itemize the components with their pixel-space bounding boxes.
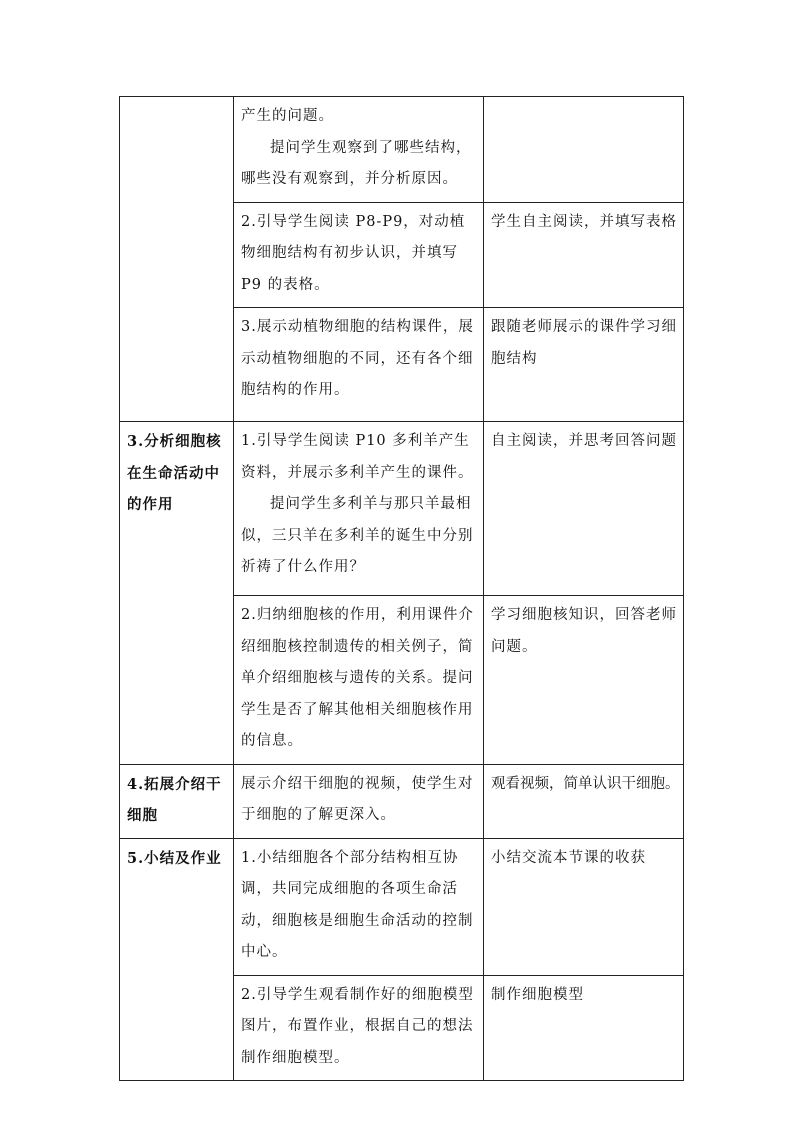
table-row (120, 97, 684, 203)
student-activity-cell: 跟随老师展示的课件学习细胞结构 (484, 308, 684, 422)
teacher-activity-cell (234, 422, 484, 596)
teacher-activity-text: 2.引导学生观看制作好的细胞模型图片，布置作业，根据自己的想法制作细胞模型。 (241, 986, 474, 1066)
teacher-activity-text: 1.小结细胞各个部分结构相互协调，共同完成细胞的各项生命活动，细胞核是细胞生命活动的控制中心。 (241, 849, 474, 960)
table-row (120, 764, 684, 838)
teacher-activity-cell (234, 97, 484, 203)
table-row (120, 422, 684, 596)
teacher-activity-text: 产生的问题。 (241, 108, 334, 124)
teacher-activity-text: 展示介绍干细胞的视频，使学生对于细胞的了解更深入。 (241, 775, 474, 823)
student-activity-cell: 小结交流本节课的收获 (484, 838, 684, 975)
student-activity-cell: 自主阅读，并思考回答问题 (484, 422, 684, 596)
student-activity-cell: 学习细胞核知识，回答老师问题。 (484, 596, 684, 765)
teacher-activity-cell (234, 838, 484, 975)
teacher-activity-text: 3.展示动植物细胞的结构课件，展示动植物细胞的不同，还有各个细胞结构的作用。 (241, 319, 474, 398)
teacher-activity-cell (234, 975, 484, 1081)
student-activity-cell (484, 97, 684, 203)
stage-cell: 5.小结及作业 (120, 838, 234, 1081)
teacher-activity-text: 提问学生观察到了哪些结构，哪些没有观察到，并分析原因。 (241, 139, 472, 187)
teacher-activity-cell (234, 308, 484, 422)
stage-cell: 4.拓展介绍干细胞 (120, 764, 234, 838)
student-activity-cell: 学生自主阅读，并填写表格 (484, 202, 684, 308)
table-row (120, 838, 684, 975)
teacher-activity-cell (234, 764, 484, 838)
teacher-activity-text: 2.引导学生阅读 P8-P9，对动植物细胞结构有初步认识，并填写 P9 的表格。 (241, 213, 466, 293)
student-activity-cell: 观看视频，简单认识干细胞。 (484, 764, 684, 838)
student-activity-cell: 制作细胞模型 (484, 975, 684, 1081)
teacher-activity-text: 1.引导学生阅读 P10 多利羊产生资料，并展示多利羊产生的课件。 (241, 433, 474, 481)
lesson-plan-table (119, 96, 684, 1081)
teacher-activity-text: 提问学生多利羊与那只羊最相似，三只羊在多利羊的诞生中分别祈祷了什么作用？ (241, 496, 474, 575)
teacher-activity-cell (234, 202, 484, 308)
stage-cell: 3.分析细胞核在生命活动中的作用 (120, 422, 234, 765)
teacher-activity-text: 2.归纳细胞核的作用，利用课件介绍细胞核控制遗传的相关例子，简单介绍细胞核与遗传的关系。提问学生是否了解其他相关细胞核作用的信息。 (241, 607, 474, 749)
stage-cell (120, 97, 234, 422)
teacher-activity-cell (234, 596, 484, 765)
